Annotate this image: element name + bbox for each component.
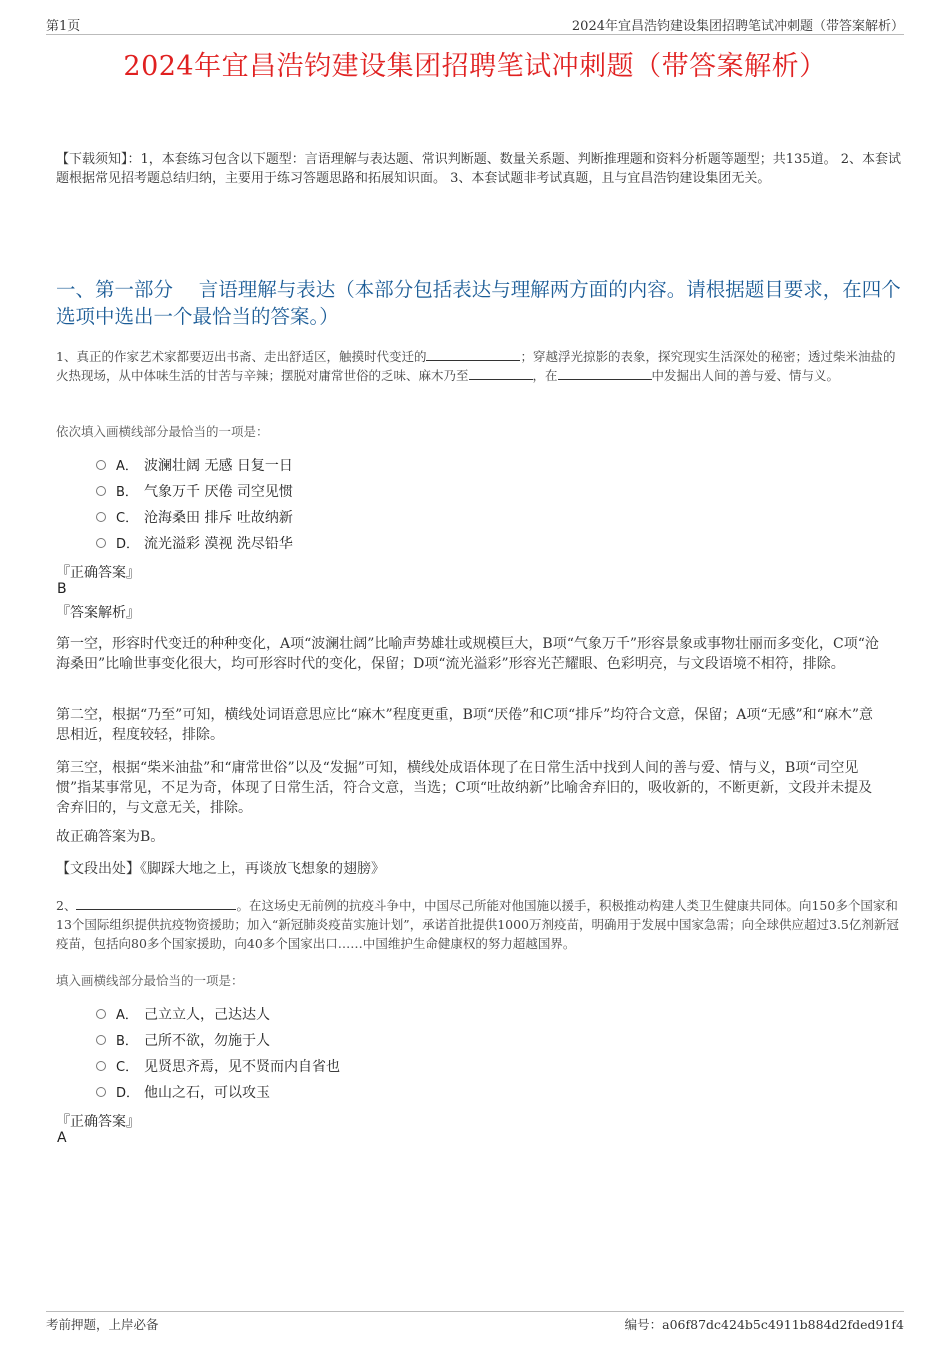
question-1-instruction: 依次填入画横线部分最恰当的一项是：	[56, 424, 269, 439]
question-1-source: 【文段出处】《脚踩大地之上，再谈放飞想象的翅膀》	[56, 861, 385, 877]
question-1-option-a[interactable]: A． 波澜壮阔 无感 日复一日	[96, 455, 293, 477]
question-1-stem: 1、真正的作家艺术家都要迈出书斋、走出舒适区，触摸时代变迁的 ；穿越浮光掠影的表象，探究现实生活深处的秘密；透过柴米油盐的火热现场，从中体味生活的甘苦与辛辣；摆脱对庸常世俗的乏味、麻木乃至 ，在 中发掘出人间的善与爱、情与义。	[56, 349, 896, 383]
header-doc-title: 2024年宜昌浩钧建设集团招聘笔试冲刺题（带答案解析）	[571, 19, 904, 34]
page-header	[46, 14, 904, 35]
section-heading: 一、第一部分 言语理解与表达（本部分包括表达与理解两方面的内容。请根据题目要求，在四个选项中选出一个最恰当的答案。）	[56, 278, 901, 328]
analysis-conclusion: 故正确答案为B。	[56, 829, 165, 845]
footer-code: 编号：a06f87dc424b5c4911b884d2fded91f4	[624, 1317, 904, 1332]
radio-icon[interactable]	[96, 1035, 106, 1045]
radio-icon[interactable]	[96, 538, 106, 548]
question-1-option-d[interactable]: D． 流光溢彩 漠视 洗尽铅华	[96, 533, 293, 555]
analysis-paragraph: 第一空，形容时代变迁的种种变化，A项“波澜壮阔”比喻声势雄壮或规模巨大，B项“气象万千”形容景象或事物壮丽而多变化，C项“沧海桑田”比喻世事变化很大，均可形容时代的变化，保留；D项“流光溢彩”形容光芒耀眼、色彩明亮，与文段语境不相符，排除。	[56, 636, 879, 672]
question-1-answer: B	[57, 581, 67, 597]
question-2-instruction: 填入画横线部分最恰当的一项是：	[56, 973, 244, 988]
radio-icon[interactable]	[96, 460, 106, 470]
question-1-answer-label: 『正确答案』	[56, 565, 140, 581]
page-number: 第1页	[46, 19, 81, 34]
radio-icon[interactable]	[96, 1087, 106, 1097]
analysis-paragraph: 第三空，根据“柴米油盐”和“庸常世俗”以及“发掘”可知，横线处成语体现了在日常生活中找到人间的善与爱、情与义，B项“司空见惯”指某事常见，不足为奇，体现了日常生活，符合文意，当选；C项“吐故纳新”比喻舍弃旧的，吸收新的，不断更新，文段并未提及舍弃旧的，与文意无关，排除。	[56, 760, 873, 816]
question-2-option-c[interactable]: C． 见贤思齐焉，见不贤而内自省也	[96, 1056, 340, 1078]
question-2-option-d[interactable]: D． 他山之石，可以攻玉	[96, 1082, 270, 1104]
question-2-stem: 2、 。在这场史无前例的抗疫斗争中，中国尽己所能对他国施以援手，积极推动构建人类卫生健康共同体。向150多个国家和13个国际组织提供抗疫物资援助；加入“新冠肺炎疫苗实施计划”，承诺首批提供1000万剂疫苗，明确用于发展中国家急需；向全球供应超过3.5亿剂新冠疫苗，包括向80多个国家援助，向40多个国家出口……中国维护生命健康权的努力超越国界。	[56, 898, 899, 951]
question-2-option-b[interactable]: B． 己所不欲，勿施于人	[96, 1030, 270, 1052]
fill-blank-3	[558, 367, 652, 380]
page-footer	[46, 1311, 904, 1334]
question-2-option-a[interactable]: A． 己立立人，己达达人	[96, 1004, 270, 1026]
fill-blank-1	[426, 348, 520, 361]
fill-blank-1	[76, 897, 236, 910]
question-1-option-b[interactable]: B． 气象万千 厌倦 司空见惯	[96, 481, 293, 503]
question-1-option-c[interactable]: C． 沧海桑田 排斥 吐故纳新	[96, 507, 293, 529]
question-2-answer-label: 『正确答案』	[56, 1114, 140, 1130]
document-title: 2024年宜昌浩钧建设集团招聘笔试冲刺题（带答案解析）	[123, 51, 827, 82]
question-1-analysis-label: 『答案解析』	[56, 605, 140, 621]
footer-slogan: 考前押题，上岸必备	[46, 1317, 159, 1332]
download-notice: 【下载须知】：1，本套练习包含以下题型：言语理解与表达题、常识判断题、数量关系题、判断推理题和资料分析题等题型；共135道。 2、本套试题根据常见招考题总结归纳，主要用于练习答题思路和拓展知识面。 3、本套试题非考试真题，且与宜昌浩钧建设集团无关。	[56, 152, 901, 186]
fill-blank-2	[469, 367, 533, 380]
analysis-paragraph: 第二空，根据“乃至”可知，横线处词语意思应比“麻木”程度更重，B项“厌倦”和C项“排斥”均符合文意，保留；A项“无感”和“麻木”意思相近，程度较轻，排除。	[56, 707, 873, 743]
radio-icon[interactable]	[96, 512, 106, 522]
radio-icon[interactable]	[96, 1061, 106, 1071]
radio-icon[interactable]	[96, 1009, 106, 1019]
radio-icon[interactable]	[96, 486, 106, 496]
question-2-answer: A	[57, 1130, 67, 1146]
